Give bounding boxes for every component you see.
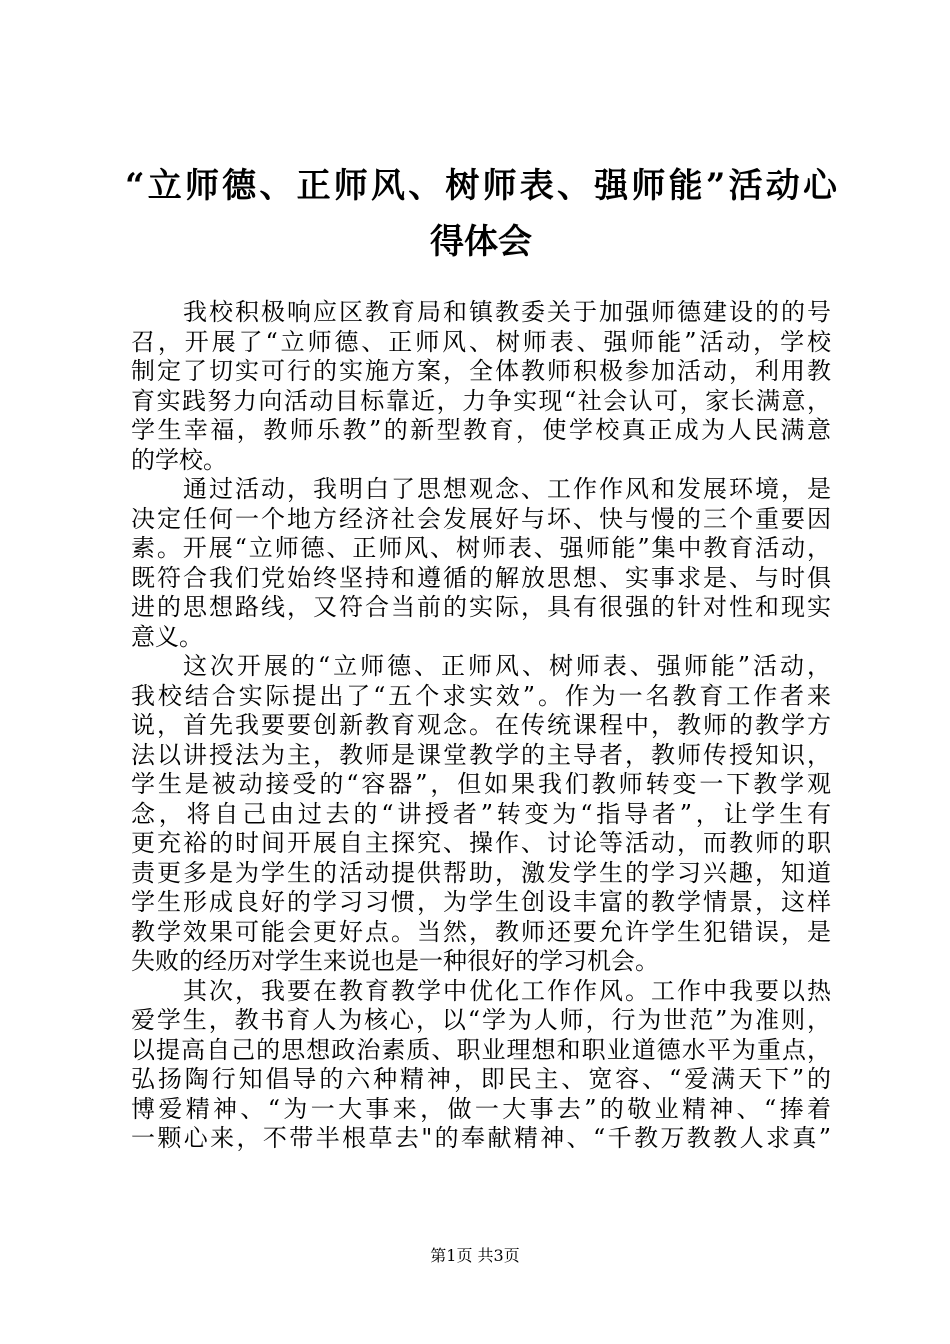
text-line: 学生是被动接受的“容器”，但如果我们教师转变一下教学观 [131,770,831,798]
text-line: 一颗心来，不带半根草去"的奉献精神、“千教万教教人求真” [131,1124,831,1152]
text-line: 更充裕的时间开展自主探究、操作、讨论等活动，而教师的职 [131,829,831,857]
text-line: 教学效果可能会更好点。当然，教师还要允许学生犯错误，是 [131,917,831,946]
document-title-line-1: “立师德、正师风、树师表、强师能”活动心 [125,166,837,206]
text-line: 法以讲授法为主，教师是课堂教学的主导者，教师传授知识， [131,740,831,769]
text-line: 意义。 [131,622,203,651]
text-line: 念，将自己由过去的“讲授者”转变为“指导者”，让学生有 [131,799,831,828]
text-line: 责更多是为学生的活动提供帮助，激发学生的学习兴趣，知道 [131,858,831,887]
text-line: 学生形成良好的学习习惯，为学生创设丰富的教学情景，这样 [131,888,831,916]
text-line: 育实践努力向活动目标靠近，力争实现“社会认可，家长满意， [131,386,831,415]
text-line: 制定了切实可行的实施方案，全体教师积极参加活动，利用教 [131,357,831,385]
page-footer: 第1页 共3页 [430,1246,520,1265]
text-line: 其次，我要在教育教学中优化工作作风。工作中我要以热 [183,976,831,1005]
text-line: 弘扬陶行知倡导的六种精神，即民主、宽容、“爱满天下”的 [131,1065,831,1093]
text-line: 的学校。 [131,445,227,474]
text-line: 我校结合实际提出了“五个求实效”。作为一名教育工作者来 [131,681,831,710]
text-line: 素。开展“立师德、正师风、树师表、强师能”集中教育活动， [131,534,831,562]
text-line: 以提高自己的思想政治素质、职业理想和职业道德水平为重点， [131,1035,831,1064]
paragraph [131,652,831,977]
text-line: 爱学生，教书育人为核心，以“学为人师，行为世范”为准则， [131,1006,831,1034]
text-line: 失败的经历对学生来说也是一种很好的学习机会。 [131,947,659,975]
text-line: 决定任何一个地方经济社会发展好与坏、快与慢的三个重要因 [131,504,831,533]
text-line: 学生幸福，教师乐教”的新型教育，使学校真正成为人民满意 [131,416,831,444]
text-line: 进的思想路线，又符合当前的实际，具有很强的针对性和现实 [131,593,831,621]
paragraph [131,298,831,475]
paragraph [131,977,831,1154]
paragraph [131,475,831,652]
document-title-line-2: 得体会 [430,222,532,262]
text-line: 我校积极响应区教育局和镇教委关于加强师德建设的的号 [183,298,831,326]
text-line: 既符合我们党始终坚持和遵循的解放思想、实事求是、与时俱 [131,563,831,592]
text-line: 博爱精神、“为一大事来，做一大事去”的敬业精神、“捧着 [131,1094,831,1123]
text-line: 这次开展的“立师德、正师风、树师表、强师能”活动， [183,652,831,680]
document-body [131,298,831,1154]
text-line: 召，开展了“立师德、正师风、树师表、强师能”活动，学校 [131,327,831,356]
text-line: 通过活动，我明白了思想观念、工作作风和发展环境，是 [183,475,831,503]
text-line: 说，首先我要要创新教育观念。在传统课程中，教师的教学方 [131,711,831,739]
